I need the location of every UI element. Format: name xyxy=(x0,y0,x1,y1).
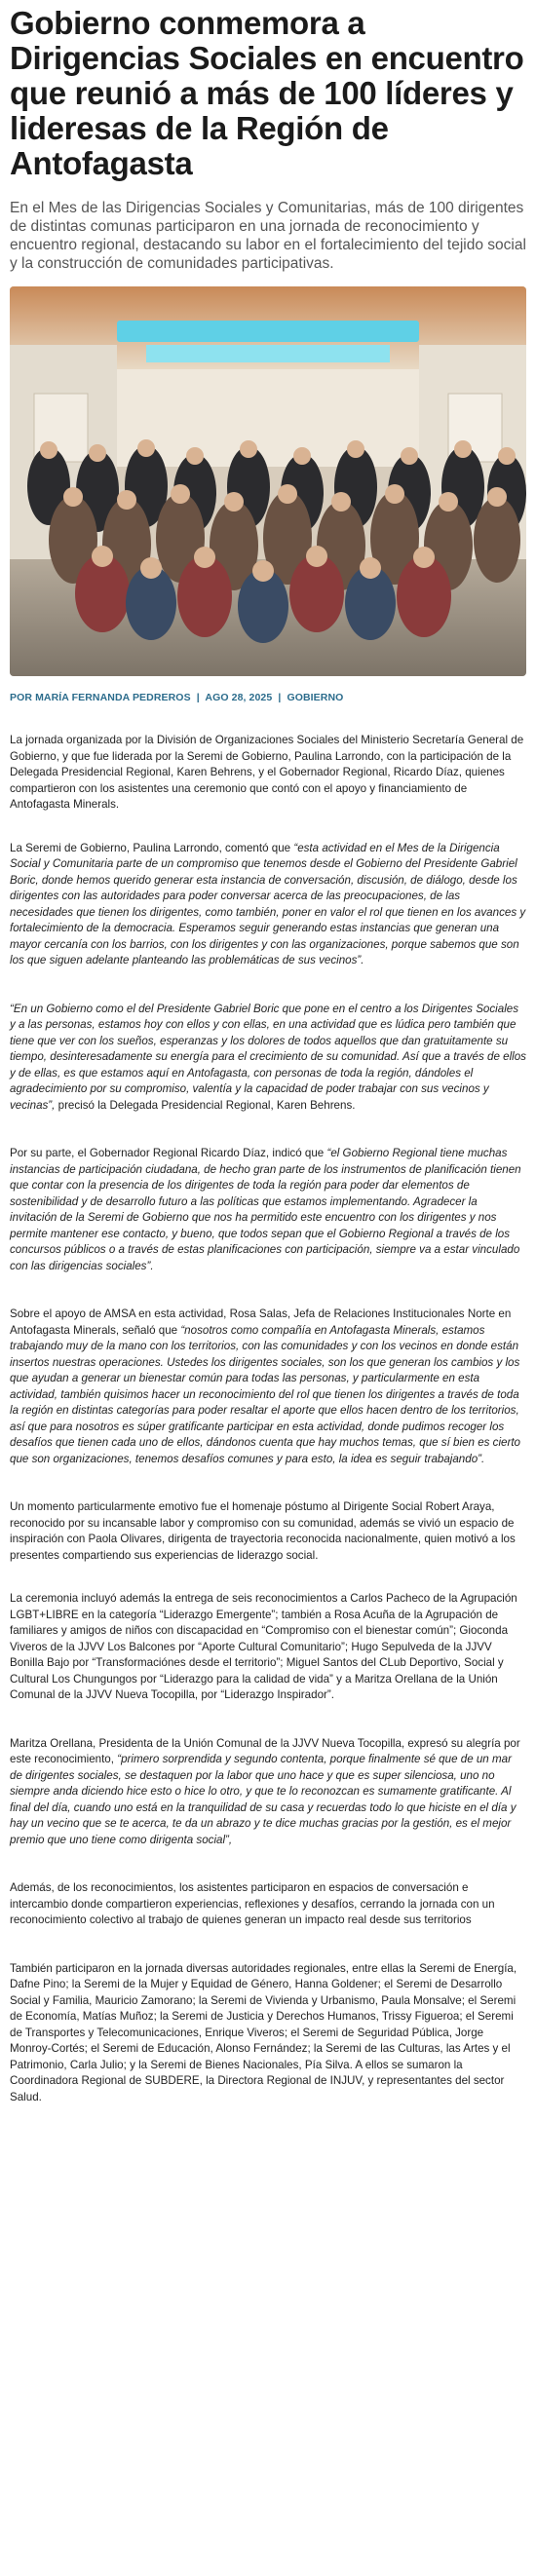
byline-separator: | xyxy=(278,692,282,703)
quote-text: “esta actividad en el Mes de la Dirigencia Social y Comunitaria parte de un compromiso que tenemos desde el Gobierno del Presidente Gabriel Boric, donde hemos querido generar esta instancia de conversación, discusión, de diálogo, desde los dirigentes con las autoridades para poder conversar acerca de las preocupaciones, de las necesidades que tienen los dirigentes, como también, poner en valor el rol que tienen en los avances y fortalecimiento de la democracia. Esperamos seguir generando estas instancias que generan una mayor cercanía con los barrios, con los dirigentes y con las organizaciones, porque sabemos que son los que siguen adelante planteando las problemáticas de sus vecinos”. xyxy=(10,841,526,966)
article-paragraph: La jornada organizada por la División de Organizaciones Sociales del Ministerio Secretaría General de Gobierno, y que fue liderada por la Seremi de Gobierno, Paulina Larrondo, con la participación de la Delegada Presidencial Regional, Karen Behrens, y el Gobernador Regional, Ricardo Díaz, quienes compartieron con los asistentes una ceremonio que contó con el apoyo y financiamiento de Antofagasta Minerals. xyxy=(10,734,524,811)
article-paragraph xyxy=(10,1736,526,1849)
paragraph-text: Por su parte, el Gobernador Regional Ricardo Díaz, indicó que xyxy=(10,1147,327,1159)
quote-text: “nosotros como compañía en Antofagasta Minerals, estamos trabajando muy de la mano con los territorios, con las comunidades y con los vecinos en donde están insertos nuestras operaciones. Ustedes los dirigentes sociales, son los que generan los cambios y los que ayudan a generar un bienestar común para todas las personas, y particularmente en esta actividad, también quisimos hacer un reconocimiento del rol que tienen los dirigentes a través de toda la región en distintas categorías para poder resaltar el aporte que ellos hacen dentro de los territorios, así que para nosotros es súper gratificante participar en esta actividad, donde pudimos recoger los desafíos que tienen cada uno de ellos, dándonos cuenta que hay muchos temas, que sí bien es cierto que son organizaciones, tenemos desafíos comunes y para esto, la idea es seguir trabajando”. xyxy=(10,1323,521,1465)
paragraph-text: precisó la Delegada Presidencial Regional, Karen Behrens. xyxy=(55,1098,356,1112)
paragraph-text: La Seremi de Gobierno, Paulina Larrondo, comentó que xyxy=(10,841,294,854)
article-paragraph: Además, de los reconocimientos, los asistentes participaron en espacios de conversación e intercambio donde compartieron experiencias, reflexiones y desafíos, cerrando la jornada con un reconocimiento colectivo al trabajo de quienes generan un impacto real desde sus territorios xyxy=(10,1881,495,1926)
article-paragraph xyxy=(10,841,526,969)
article-paragraph xyxy=(10,1146,526,1274)
byline-section[interactable]: GOBIERNO xyxy=(287,692,344,703)
article-body xyxy=(10,733,526,2105)
byline-date: AGO 28, 2025 xyxy=(205,692,273,703)
quote-text: “En un Gobierno como el del Presidente Gabriel Boric que pone en el centro a los Dirigentes Sociales y a las personas, estamos hoy con ellos y con ellas, en una actividad que es lúdica pero también que tiene que ver con los sueños, esperanzas y los dolores de todos aquellos que dan gratuitamente su tiempo, desinteresadamente su energía para el crecimiento de su comunidad. Así que a través de ellos y de ellas, es que estamos aquí en Antofagasta, con personas de toda la región, dándoles el agradecimiento por su compromiso, valentía y la capacidad de poder trabajar con sus vecinos y vecinas”, xyxy=(10,1002,526,1112)
group-photo-image xyxy=(10,286,526,676)
article-paragraph: Un momento particularmente emotivo fue el homenaje póstumo al Dirigente Social Robert Araya, reconocido por su incansable labor y compromiso con su comunidad, además se vivió un espacio de inspiración con Paola Olivares, dirigenta de trayectoria reconocida nacionalmente, quien motivó a los presentes compartiendo sus experiencias de liderazgo social. xyxy=(10,1500,516,1562)
article-headline: Gobierno conmemora a Dirigencias Sociales en encuentro que reunió a más de 100 líderes y lideresas de la Región de Antofagasta xyxy=(10,5,524,181)
article-lead: En el Mes de las Dirigencias Sociales y Comunitarias, más de 100 dirigentes de distintas comunas participaron en una jornada de reconocimiento y encuentro regional, destacando su labor en el fortalecimiento del tejido social y la construcción de comunidades participativas. xyxy=(10,200,526,272)
byline-separator: | xyxy=(196,692,200,703)
article-byline xyxy=(10,692,526,703)
article-paragraph: La ceremonia incluyó además la entrega de seis reconocimientos a Carlos Pacheco de la Agrupación LGBT+LIBRE en la categoría “Liderazgo Emergente”; también a Rosa Acuña de la Agrupación de familiares y amigos de niños con discapacidad en “Compromiso con el bienestar común”; Gioconda Viveros de la JJVV Los Balcones por “Aporte Cultural Comunitario”; Hugo Sepulveda de la JJVV Bonilla Bajo por “Transformaciónes desde el territorio”; Miguel Santos del CLub Deportivo, Social y Cultural Los Chungungos por “Liderazgo para la calidad de vida” y a Maritza Orellana de la Unión Comunal de la JJVV Nueva Tocopilla, por “Liderazgo Inspirador”. xyxy=(10,1592,517,1701)
article-paragraph: También participaron en la jornada diversas autoridades regionales, entre ellas la Seremi de Energía, Dafne Pino; la Seremi de la Mujer y Equidad de Género, Hanna Goldener; el Seremi de Desarrollo Social y Familia, Mauricio Zamorano; la Seremi de Vivienda y Urbanismo, Paula Monsalve; el Seremi de Economía, Matías Muñoz; la Seremi de Justicia y Derechos Humanos, Trissy Figueroa; el Seremi de Transportes y Telecomunicaciones, Enrique Viveros; el Seremi de Seguridad Pública, Jorge Monroy-Cortés; el Seremi de Educación, Alonso Fernández; la Seremi de las Culturas, las Artes y el Patrimonio, Carla Julio; y la Seremi de Bienes Nacionales, Pía Silva. A ellos se sumaron la Coordinadora Regional de SUBDERE, la Directora Regional de INJUV, y representantes del sector Salud. xyxy=(10,1961,517,2103)
quote-text: “primero sorprendida y segundo contenta, porque finalmente sé que de un mar de dirigentes sociales, se destaquen por la labor que uno hace y que es super silenciosa, uno no siempre anda diciendo hice esto o hice lo otro, y que te lo reconozcan es sumamente gratificante. Al final del día, cuando uno está en la tranquilidad de su casa y recuerdas todo lo que hiciste en el día y hay un vecino que se te acerca, te da un abrazo y te dice muchas gracias por la gestión, es el mejor premio que uno tiene como dirigenta social”, xyxy=(10,1753,517,1846)
quote-text: “el Gobierno Regional tiene muchas instancias de participación ciudadana, de hecho gran parte de los instrumentos de planificación tienen que contar con la presencia de los dirigentes de toda la región para poder dar elementos de sostenibilidad y de desarrollo futuro a las políticas que estamos implementando. Agradecer la invitación de la Seremi de Gobierno que nos ha permitido este encuentro con los dirigentes y nos permite mantener ese contacto, y bueno, que todos sepan que el Gobierno Regional a través de los concursos públicos o a través de estas planificaciones con participación, siempre va a estar vinculado con las dirigencias sociales”. xyxy=(10,1147,521,1272)
byline-author[interactable]: POR MARÍA FERNANDA PEDREROS xyxy=(10,692,191,703)
article-paragraph xyxy=(10,1307,526,1467)
article-paragraph xyxy=(10,1002,526,1115)
paragraph-text: Maritza Orellana, Presidenta de la Unión Comunal de la JJVV Nueva Tocopilla, expresó su alegría por este reconocimiento, xyxy=(10,1736,520,1765)
paragraph-text: Sobre el apoyo de AMSA en esta actividad, Rosa Salas, Jefa de Relaciones Institucionales Norte en Antofagasta Minerals, señaló que xyxy=(10,1307,512,1337)
hero-photo xyxy=(10,286,526,676)
